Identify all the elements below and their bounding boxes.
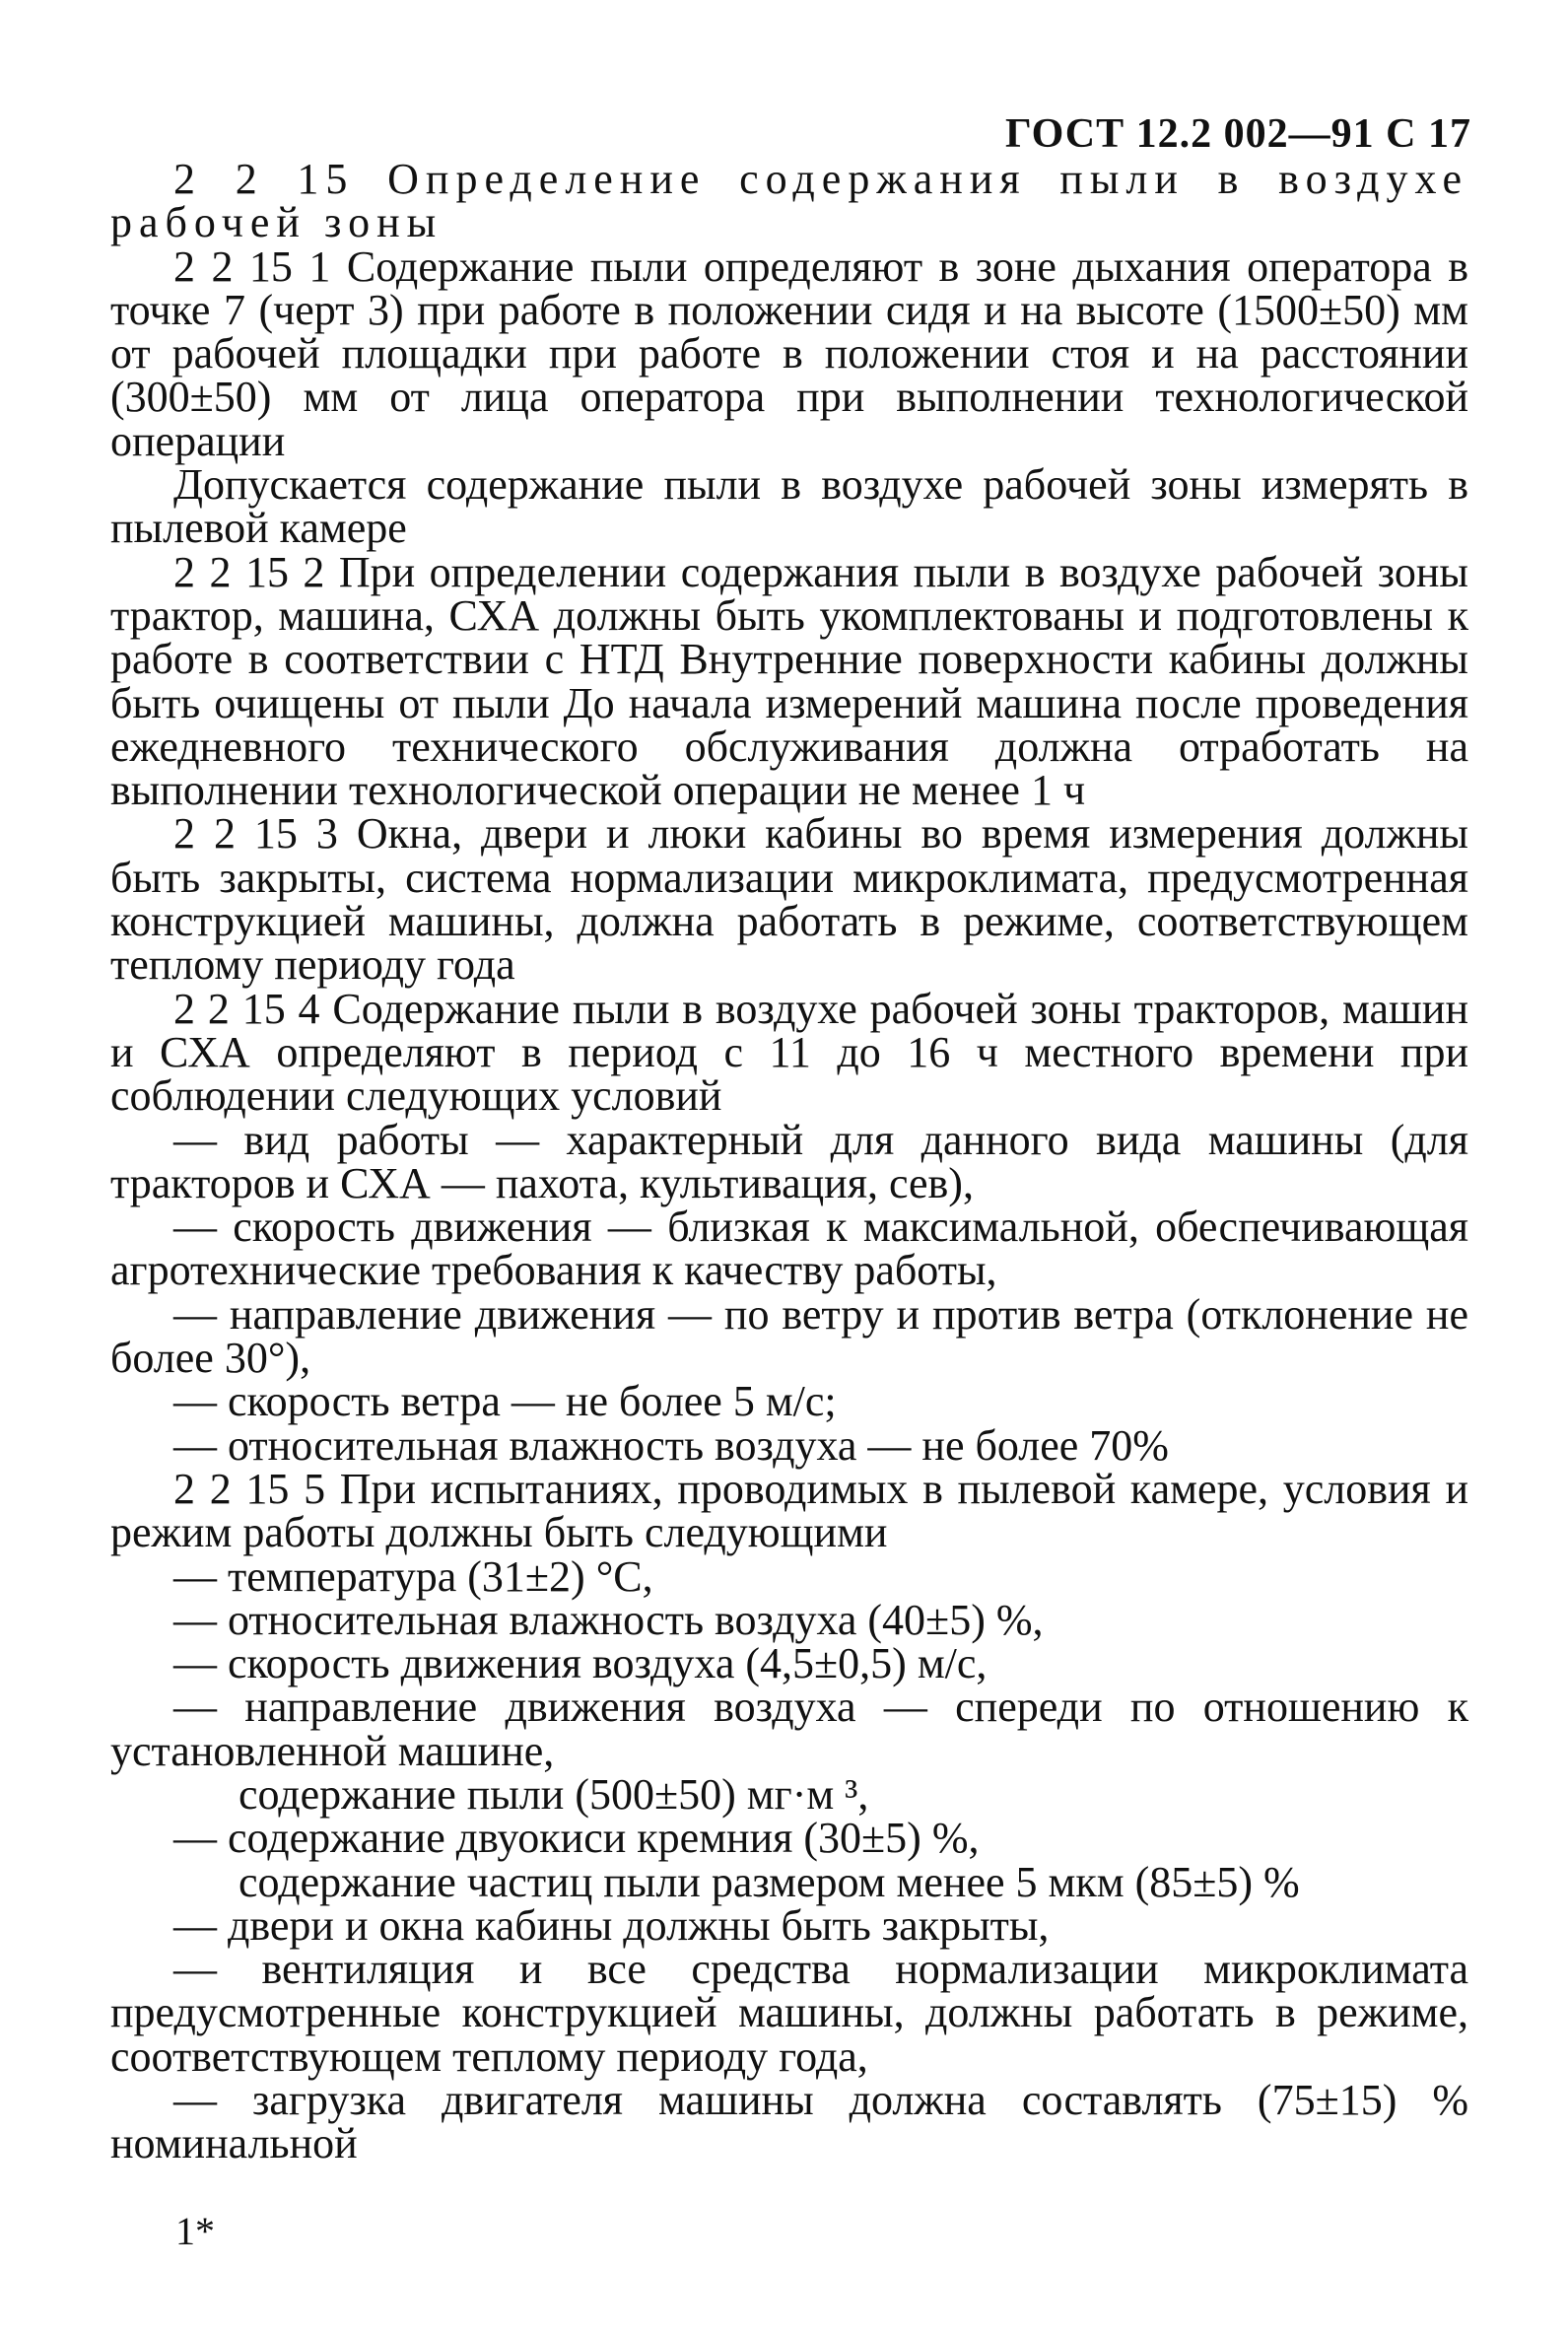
chamber-condition-item: — температура (31±2) °С, [173,1551,653,1601]
chamber-condition-item: — вентиляция и все средства нормализации микроклимата предусмотренные конструкцией машины, должны работать в режиме, соответствующем теплому периоду года, [110,1945,1468,2081]
clause-2-2-15-2: 2 2 15 2 При определении содержания пыли в воздухе рабочей зоны трактор, машина, СХА должны быть укомплектованы и подготовлены к работе в соответствии с НТД Внутренние поверхности кабины должны быть очищены от пыли До начала измерений машина после проведения ежедневного технического обслуживания должна отработать на выполнении технологической операции не менее 1 ч [110,547,1468,815]
clause-2-2-15-4: 2 2 15 4 Содержание пыли в воздухе рабочей зоны тракторов, машин и СХА определяют в период с 11 до 16 ч местного времени при соблюдении следующих условий [110,984,1468,1121]
chamber-condition-item: — двери и окна кабины должны быть закрыты, [173,1900,1050,1950]
section-heading: 2 2 15 Определение содержания пыли в воздухе рабочей зоны [110,155,1468,247]
chamber-condition-item: — относительная влажность воздуха (40±5) %, [173,1595,1044,1644]
chamber-condition-item: — скорость движения воздуха (4,5±0,5) м/с, [173,1639,988,1688]
chamber-condition-item: — направление движения воздуха — спереди по отношению к установленной машине, [110,1683,1468,1775]
condition-item: — относительная влажность воздуха — не более 70% [173,1420,1169,1470]
clause-2-2-15-5: 2 2 15 5 При испытаниях, проводимых в пылевой камере, условия и режим работы должны быть следующими [110,1464,1468,1557]
dust-condition-item: содержание пыли (500±50) мг·м ³, [239,1769,869,1819]
document-body [110,155,1468,2168]
condition-item: — направление движения — по ветру и против ветра (отклонение не более 30°), [110,1289,1468,1383]
condition-item: — скорость движения — близкая к максимальной, обеспечивающая агротехнические требования к качеству работы, [110,1203,1468,1295]
dust-condition-item: содержание частиц пыли размером менее 5 мкм (85±5) % [239,1857,1300,1906]
clause-2-2-15-1-note: Допускается содержание пыли в воздухе рабочей зоны измерять в пылевой камере [110,460,1468,553]
dust-condition-item: — содержание двуокиси кремния (30±5) %, [173,1814,980,1863]
signature-mark: 1* [175,2209,215,2253]
condition-item: — вид работы — характерный для данного вида машины (для тракторов и СХА — пахота, культивация, сев), [110,1115,1468,1207]
document-header: ГОСТ 12.2 002—91 С 17 [1004,111,1471,157]
chamber-condition-item: — загрузка двигателя машины должна составлять (75±15) % номинальной [110,2076,1468,2168]
clause-2-2-15-3: 2 2 15 3 Окна, двери и люки кабины во время измерения должны быть закрыты, система нормализации микроклимата, предусмотренная конструкцией машины, должна работать в режиме, соответствующем теплому периоду года [110,809,1468,990]
condition-item: — скорость ветра — не более 5 м/с; [173,1377,837,1426]
clause-2-2-15-1: 2 2 15 1 Содержание пыли определяют в зоне дыхания оператора в точке 7 (черт 3) при работе в положении сидя и на высоте (1500±50) мм от рабочей площадки при работе в положении стоя и на расстоянии (300±50) мм от лица оператора при выполнении технологической операции [110,241,1468,465]
